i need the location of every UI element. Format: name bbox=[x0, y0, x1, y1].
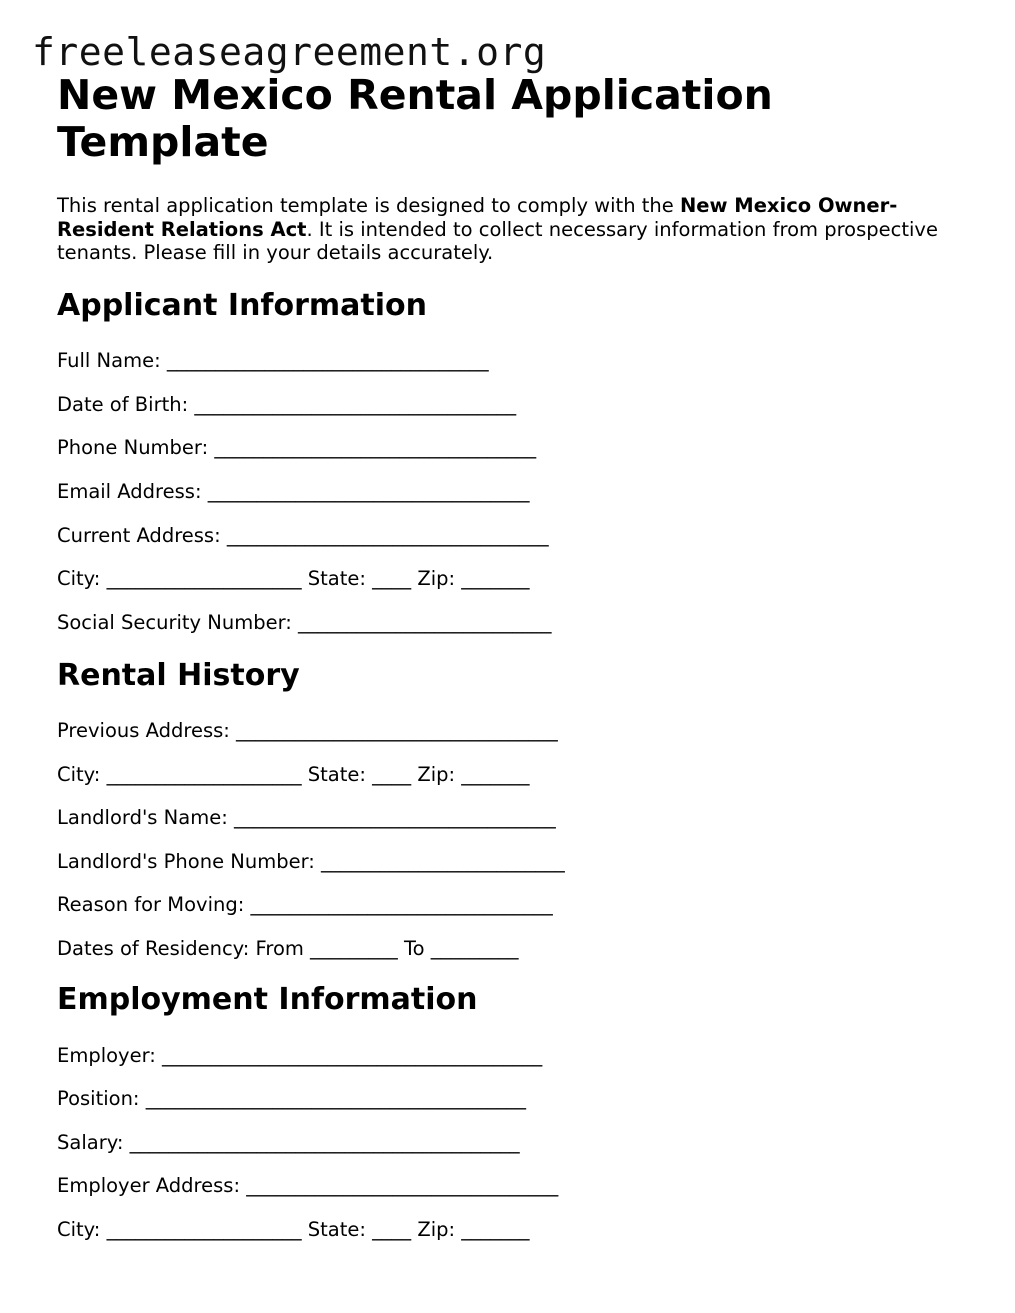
field-phone-number: Phone Number: _________________________________ bbox=[57, 436, 537, 459]
field-position: Position: _______________________________________ bbox=[57, 1087, 526, 1110]
field-previous-city-state-zip: City: ____________________ State: ____ Zip: _______ bbox=[57, 763, 530, 786]
intro-paragraph bbox=[57, 194, 967, 265]
field-reason-for-moving: Reason for Moving: _______________________________ bbox=[57, 893, 553, 916]
field-email-address: Email Address: _________________________________ bbox=[57, 480, 530, 503]
section-heading-rental-history: Rental History bbox=[57, 658, 300, 693]
intro-text-start: This rental application template is designed to comply with the bbox=[57, 194, 680, 217]
field-full-name: Full Name: _________________________________ bbox=[57, 349, 489, 372]
field-social-security-number: Social Security Number: __________________________ bbox=[57, 611, 552, 634]
section-heading-employment: Employment Information bbox=[57, 982, 478, 1017]
field-city-state-zip: City: ____________________ State: ____ Zip: _______ bbox=[57, 567, 530, 590]
field-landlord-name: Landlord's Name: _________________________________ bbox=[57, 806, 556, 829]
field-employer-address: Employer Address: ________________________________ bbox=[57, 1174, 559, 1197]
field-landlord-phone: Landlord's Phone Number: _________________________ bbox=[57, 850, 565, 873]
intro-act-name: New Mexico Owner-Resident Relations Act bbox=[57, 194, 898, 241]
section-heading-applicant: Applicant Information bbox=[57, 288, 427, 323]
field-dates-of-residency: Dates of Residency: From _________ To _________ bbox=[57, 937, 519, 960]
field-current-address: Current Address: _________________________________ bbox=[57, 524, 549, 547]
field-employer: Employer: _______________________________________ bbox=[57, 1044, 543, 1067]
field-date-of-birth: Date of Birth: _________________________________ bbox=[57, 393, 517, 416]
field-salary: Salary: ________________________________________ bbox=[57, 1131, 520, 1154]
intro-text-end: . It is intended to collect necessary information from prospective tenants. Please fill in your details accurately. bbox=[57, 217, 938, 264]
field-employer-city-state-zip: City: ____________________ State: ____ Zip: _______ bbox=[57, 1218, 530, 1241]
field-previous-address: Previous Address: _________________________________ bbox=[57, 719, 558, 742]
site-watermark: freeleaseagreement.org bbox=[32, 30, 547, 74]
page-title: New Mexico Rental Application Template bbox=[57, 71, 773, 166]
